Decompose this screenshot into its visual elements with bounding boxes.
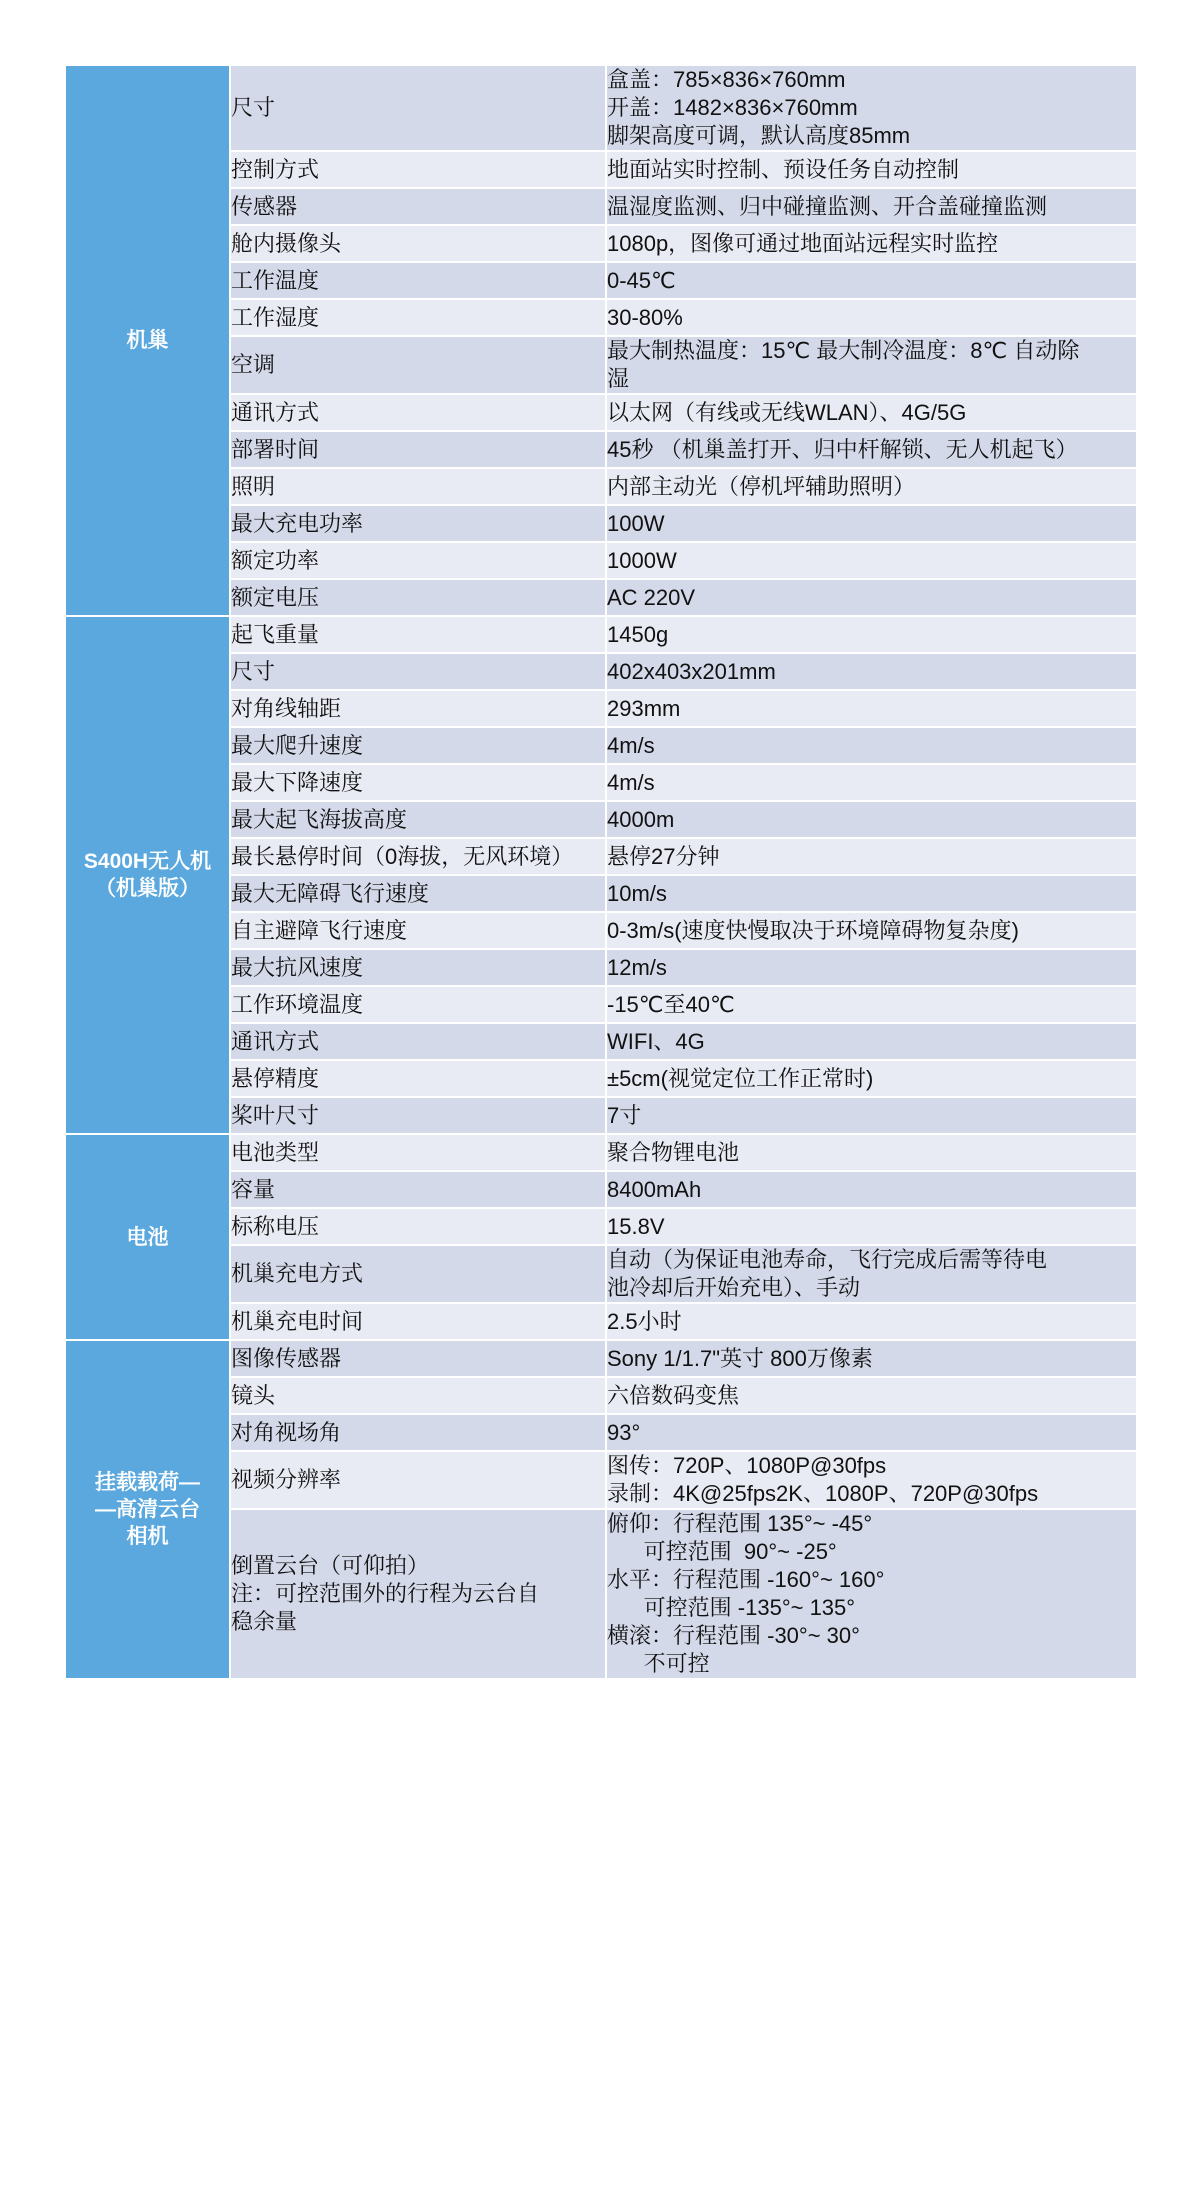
spec-value-line: 脚架高度可调，默认高度85mm: [607, 123, 911, 148]
spec-label: [230, 1509, 606, 1679]
spec-value-line: 4m/s: [607, 769, 655, 795]
spec-value: [606, 1097, 1137, 1134]
spec-value: [606, 225, 1137, 262]
spec-value-line: 8400mAh: [607, 1176, 702, 1202]
spec-value-line: 俯仰：行程范围 135°~ -45°: [607, 1511, 873, 1536]
spec-value-line: 4m/s: [607, 732, 655, 758]
spec-value: [606, 1245, 1137, 1303]
spec-row: [65, 616, 1137, 653]
spec-label: [230, 151, 606, 188]
spec-value: [606, 1060, 1137, 1097]
group-name-line: 相机: [126, 1525, 169, 1548]
spec-value: [606, 1171, 1137, 1208]
spec-value-line: 水平：行程范围 -160°~ 160°: [607, 1567, 885, 1592]
group-header-battery: [65, 1134, 230, 1340]
spec-label: [230, 1208, 606, 1245]
spec-value: [606, 1340, 1137, 1377]
spec-label-line: 工作环境温度: [231, 991, 364, 1017]
spec-label: [230, 653, 606, 690]
spec-label-line: 倒置云台（可仰拍）: [231, 1553, 430, 1578]
spec-value: [606, 1451, 1137, 1509]
spec-label-line: 最大起飞海拔高度: [231, 806, 408, 832]
group-name-line: 机巢: [126, 329, 169, 352]
spec-label: [230, 986, 606, 1023]
spec-label-line: 空调: [231, 352, 276, 377]
spec-value: [606, 299, 1137, 336]
spec-value: [606, 431, 1137, 468]
spec-label-line: 额定功率: [231, 547, 320, 573]
spec-value-line: 可控范围 -135°~ 135°: [607, 1595, 856, 1620]
spec-label-line: 桨叶尺寸: [231, 1102, 320, 1128]
spec-label-line: 最大下降速度: [231, 769, 364, 795]
spec-value-line: 10m/s: [607, 880, 667, 906]
spec-value-line: 开盖：1482×836×760mm: [607, 95, 858, 120]
spec-value-line: 内部主动光（停机坪辅助照明）: [607, 473, 916, 499]
spec-label: [230, 1377, 606, 1414]
spec-value: [606, 949, 1137, 986]
spec-value-line: 1080p，图像可通过地面站远程实时监控: [607, 230, 999, 256]
spec-label: [230, 1097, 606, 1134]
spec-value-line: 12m/s: [607, 954, 667, 980]
spec-value: [606, 262, 1137, 299]
spec-value-line: 93°: [607, 1419, 641, 1445]
spec-label: [230, 690, 606, 727]
spec-label: [230, 336, 606, 394]
spec-value-line: 100W: [607, 510, 665, 536]
spec-value-line: AC 220V: [607, 584, 696, 610]
group-header-drone: [65, 616, 230, 1134]
spec-value-line: 1450g: [607, 621, 669, 647]
spec-value: [606, 1509, 1137, 1679]
spec-label-line: 尺寸: [231, 658, 276, 684]
spec-value: [606, 653, 1137, 690]
spec-table-body: [65, 65, 1137, 1679]
spec-value: [606, 151, 1137, 188]
spec-label: [230, 468, 606, 505]
spec-value-line: 不可控: [607, 1651, 710, 1676]
spec-value-line: 温湿度监测、归中碰撞监测、开合盖碰撞监测: [607, 193, 1048, 219]
spec-label-line: 通讯方式: [231, 1028, 320, 1054]
spec-label: [230, 542, 606, 579]
spec-value-line: -15℃至40℃: [607, 991, 735, 1017]
spec-label: [230, 65, 606, 151]
spec-label-line: 工作湿度: [231, 304, 320, 330]
spec-label: [230, 1414, 606, 1451]
spec-label: [230, 505, 606, 542]
spec-value: [606, 505, 1137, 542]
spec-label: [230, 1303, 606, 1340]
spec-value: [606, 1023, 1137, 1060]
spec-row: [65, 65, 1137, 151]
spec-value: [606, 65, 1137, 151]
spec-value-line: 0-3m/s(速度快慢取决于环境障碍物复杂度): [607, 917, 1019, 943]
spec-label: [230, 616, 606, 653]
spec-value-line: 2.5小时: [607, 1308, 682, 1334]
spec-value-line: WIFI、4G: [607, 1028, 705, 1054]
spec-label-line: 自主避障飞行速度: [231, 917, 408, 943]
spec-value-line: 402x403x201mm: [607, 658, 776, 684]
spec-label-line: 对角视场角: [231, 1419, 342, 1445]
spec-label-line: 工作温度: [231, 267, 320, 293]
group-name-line: —高清云台: [95, 1498, 200, 1521]
spec-value-line: 湿: [607, 366, 630, 391]
spec-value-line: 可控范围 90°~ -25°: [607, 1539, 837, 1564]
spec-value-line: 六倍数码变焦: [607, 1382, 740, 1408]
spec-value: [606, 801, 1137, 838]
spec-label-line: 起飞重量: [231, 621, 320, 647]
spec-label-line: 机巢充电方式: [231, 1261, 364, 1286]
spec-label-line: 控制方式: [231, 156, 320, 182]
spec-value-line: 地面站实时控制、预设任务自动控制: [607, 156, 960, 182]
spec-value-line: 4000m: [607, 806, 675, 832]
spec-label: [230, 838, 606, 875]
spec-label: [230, 727, 606, 764]
spec-label: [230, 1023, 606, 1060]
spec-label: [230, 764, 606, 801]
spec-label: [230, 579, 606, 616]
spec-label-line: 照明: [231, 473, 276, 499]
spec-label-line: 对角线轴距: [231, 695, 342, 721]
spec-label: [230, 431, 606, 468]
spec-label: [230, 188, 606, 225]
spec-value-line: 30-80%: [607, 304, 683, 330]
spec-label: [230, 1340, 606, 1377]
spec-label-line: 电池类型: [231, 1139, 320, 1165]
spec-label-line: 最大爬升速度: [231, 732, 364, 758]
spec-label-line: 尺寸: [231, 95, 276, 120]
spec-value-line: 池冷却后开始充电）、手动: [607, 1275, 861, 1300]
spec-value: [606, 1303, 1137, 1340]
spec-value-line: 7寸: [607, 1102, 642, 1128]
spec-label: [230, 1134, 606, 1171]
spec-label: [230, 801, 606, 838]
spec-label: [230, 1171, 606, 1208]
spec-label-line: 最大充电功率: [231, 510, 364, 536]
spec-value: [606, 875, 1137, 912]
spec-value-line: ±5cm(视觉定位工作正常时): [607, 1065, 874, 1091]
spec-value-line: 盒盖：785×836×760mm: [607, 67, 846, 92]
spec-label: [230, 1451, 606, 1509]
spec-row: [65, 1340, 1137, 1377]
spec-label-line: 通讯方式: [231, 399, 320, 425]
group-header-payload: [65, 1340, 230, 1679]
spec-table: [64, 64, 1138, 1680]
spec-value-line: 聚合物锂电池: [607, 1139, 740, 1165]
spec-label-line: 额定电压: [231, 584, 320, 610]
spec-label-line: 最大无障碍飞行速度: [231, 880, 430, 906]
spec-label: [230, 875, 606, 912]
spec-value: [606, 394, 1137, 431]
spec-value: [606, 188, 1137, 225]
spec-value: [606, 542, 1137, 579]
spec-value-line: 图传：720P、1080P@30fps: [607, 1453, 887, 1478]
spec-label-line: 标称电压: [231, 1213, 320, 1239]
spec-value-line: 45秒 （机巢盖打开、归中杆解锁、无人机起飞）: [607, 436, 1078, 462]
spec-value: [606, 838, 1137, 875]
group-header-nest: [65, 65, 230, 616]
spec-value: [606, 727, 1137, 764]
spec-row: [65, 1134, 1137, 1171]
spec-value: [606, 579, 1137, 616]
spec-label: [230, 299, 606, 336]
spec-value-line: 293mm: [607, 695, 681, 721]
group-name-line: S400H无人机: [83, 850, 212, 873]
spec-label: [230, 949, 606, 986]
spec-value: [606, 690, 1137, 727]
spec-label-line: 图像传感器: [231, 1345, 342, 1371]
group-name-line: （机巢版）: [95, 877, 200, 900]
spec-value: [606, 912, 1137, 949]
group-name-line: 电池: [126, 1225, 169, 1249]
spec-label-line: 传感器: [231, 193, 298, 219]
spec-label: [230, 1060, 606, 1097]
spec-value: [606, 1414, 1137, 1451]
spec-value: [606, 986, 1137, 1023]
spec-label-line: 注：可控范围外的行程为云台自: [231, 1581, 540, 1606]
spec-value-line: 录制：4K@25fps2K、1080P、720P@30fps: [607, 1481, 1039, 1506]
spec-label-line: 镜头: [231, 1382, 276, 1408]
spec-label-line: 舱内摄像头: [231, 230, 342, 256]
spec-value: [606, 1208, 1137, 1245]
spec-value-line: 最大制热温度：15℃ 最大制冷温度：8℃ 自动除: [607, 338, 1080, 363]
spec-value: [606, 616, 1137, 653]
spec-label-line: 稳余量: [231, 1609, 298, 1634]
spec-label: [230, 912, 606, 949]
spec-value-line: Sony 1/1.7"英寸 800万像素: [607, 1345, 873, 1371]
spec-value-line: 以太网（有线或无线WLAN）、4G/5G: [607, 399, 967, 425]
spec-label-line: 部署时间: [231, 436, 320, 462]
spec-label-line: 悬停精度: [231, 1065, 320, 1091]
spec-value-line: 自动（为保证电池寿命，飞行完成后需等待电: [607, 1247, 1048, 1272]
spec-value-line: 横滚：行程范围 -30°~ 30°: [607, 1623, 860, 1648]
spec-value-line: 1000W: [607, 547, 677, 573]
spec-label-line: 视频分辨率: [231, 1467, 342, 1492]
spec-value: [606, 1134, 1137, 1171]
spec-label: [230, 394, 606, 431]
spec-label: [230, 1245, 606, 1303]
spec-label-line: 机巢充电时间: [231, 1308, 364, 1334]
spec-label-line: 最大抗风速度: [231, 954, 364, 980]
spec-value-line: 15.8V: [607, 1213, 665, 1239]
group-name-line: 挂载载荷—: [95, 1471, 200, 1494]
spec-label-line: 最长悬停时间（0海拔，无风环境）: [231, 843, 574, 869]
spec-value: [606, 764, 1137, 801]
spec-value-line: 0-45℃: [607, 267, 676, 293]
spec-label-line: 容量: [231, 1176, 276, 1202]
spec-label: [230, 262, 606, 299]
spec-value: [606, 1377, 1137, 1414]
spec-value: [606, 468, 1137, 505]
spec-label: [230, 225, 606, 262]
spec-value: [606, 336, 1137, 394]
spec-value-line: 悬停27分钟: [607, 843, 720, 869]
